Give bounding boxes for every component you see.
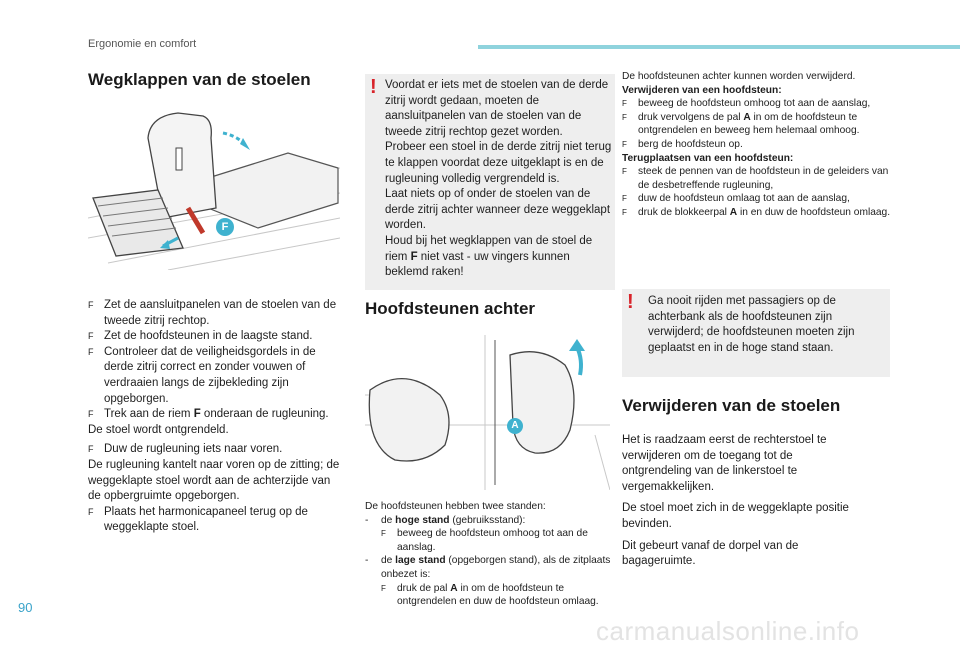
warning-text: Voordat er iets met de stoelen van de derde zitrij wordt gedaan, moeten de aansluitpanelen van de stoelen van de tweede zitrij rechtop gezet worden. Probeer een stoel in de derde zitrij niet terug te klappen voordat deze uitgeklapt is en de rugleuning volledig vergrendeld is. Laat niets op of onder de stoelen van de derde zitrij achter wanneer deze weggeklapt worden. Houd bij het wegklappen van de stoel de riem F niet vast - uw vingers kunnen beklemd raken!: [385, 79, 612, 279]
bullet-item: F Controleer dat de veiligheidsgordels in de derde zitrij correct en zonder vouwen of verdraaien langs de zijbekleding zijn opgeborgen.: [88, 345, 316, 405]
col1-body: [88, 298, 340, 536]
accent-bar: [478, 45, 960, 49]
bullet-item: F steek de pennen van de hoofdsteun in de geleiders van de desbetreffende rugleuning,: [622, 166, 889, 191]
warning-text: Ga nooit rijden met passagiers op de achterbank als de hoofdsteunen zijn verwijderd; de hoofdsteunen moeten zijn geplaatst en in de hoge stand staan.: [648, 295, 855, 354]
bullet-item: F Plaats het harmonicapaneel terug op de weggeklapte stoel.: [88, 505, 308, 534]
callout-a-badge: A: [507, 418, 523, 434]
bullet-item: F druk vervolgens de pal A in om de hoofdsteun te ontgrendelen en beweeg hem helemaal omhoog.: [622, 111, 860, 137]
warning-icon: !: [627, 291, 634, 313]
bullet-item: F Zet de aansluitpanelen van de stoelen van de tweede zitrij rechtop.: [88, 299, 337, 327]
headrests-rear-title: Hoofdsteunen achter: [365, 299, 536, 318]
warning-box-headrests: [622, 289, 890, 377]
body-text: De rugleuning kantelt naar voren op de zitting; de weggeklapte stoel wordt aan de achterzijde van de opbergruimte opgeborgen.: [88, 458, 340, 503]
callout-f-badge: F: [216, 218, 234, 236]
body-text: De stoel wordt ontgrendeld.: [88, 423, 229, 436]
bullet-item: F Zet de hoofdsteunen in de laagste stand.: [88, 330, 313, 343]
seats-fold-title: Wegklappen van de stoelen: [88, 70, 311, 89]
bullet-item: F druk de blokkeerpal A in en duw de hoofdsteun omlaag.: [622, 206, 891, 218]
page-number: 90: [18, 600, 33, 615]
watermark: carmanualsonline.info: [596, 616, 860, 646]
seats-removal-body: Het is raadzaam eerst de rechterstoel te verwijderen om de toegang tot de ontgrendeling van de linkerstoel te vergemakkelijken. De stoel moet zich in de weggeklapte positie bevinden. Dit gebeurt vanaf de dorpel van de bagageruimte.: [622, 434, 849, 568]
bullet-item: F Duw de rugleuning iets naar voren.: [88, 443, 283, 456]
seat-fold-illustration: [88, 98, 340, 270]
bullet-item: F Trek aan de riem F onderaan de rugleuning.: [88, 408, 329, 421]
seats-removal-title: Verwijderen van de stoelen: [622, 396, 841, 415]
warning-box-seats: [365, 74, 615, 290]
bullet-item: F beweeg de hoofdsteun omhoog tot aan de aanslag,: [622, 98, 871, 110]
headrest-positions: De hoofdsteunen hebben twee standen: - de hoge stand (gebruiksstand): F beweeg de hoofdsteun omhoog tot aan de aanslag. - de lage stand (opgeborgen stand), als de zitplaats onbezet is: F druk de pal A in om de hoofdsteun te ontgrendelen en duw de hoofdsteun omlaag.: [365, 501, 611, 608]
section-label: Ergonomie en comfort: [88, 38, 197, 50]
bullet-item: F duw de hoofdsteun omlaag tot aan de aanslag,: [622, 193, 850, 205]
headrest-illustration: [365, 335, 610, 490]
warning-icon: !: [370, 76, 377, 98]
headrest-removal: De hoofdsteunen achter kunnen worden verwijderd. Verwijderen van een hoofdsteun: F beweeg de hoofdsteun omhoog tot aan de aanslag, F druk vervolgens de pal A in om de hoofdsteun te ontgrendelen en beweeg hem helemaal omhoog. F berg de hoofdsteun op. Terugplaatsen van een hoofdsteun: F steek de pennen van de hoofdsteun in de geleiders van de desbetreffende rugleuning, F duw de hoofdsteun omlaag tot aan de aanslag, F druk de blokkeerpal A in en duw de hoofdsteun omlaag.: [622, 71, 891, 218]
bullet-item: F berg de hoofdsteun op.: [622, 138, 743, 150]
